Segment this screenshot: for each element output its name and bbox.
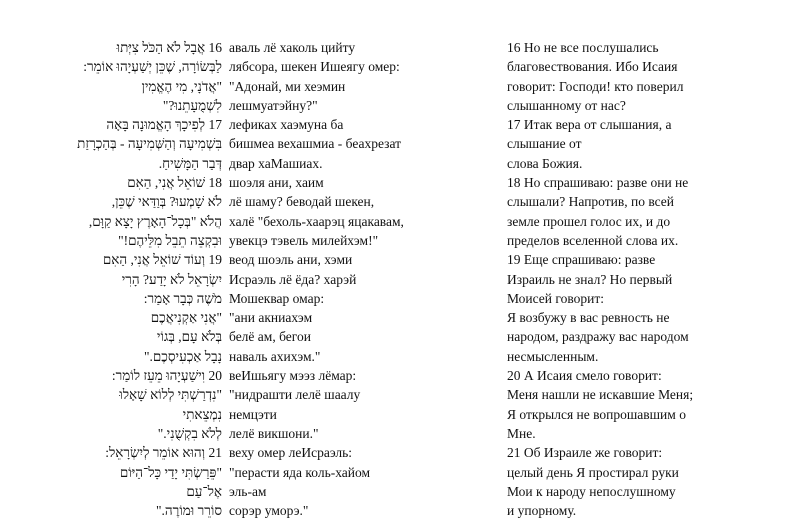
russian-line: пределов вселенной слова их.	[507, 232, 679, 248]
transliteration-line: эль-ам	[229, 483, 267, 499]
hebrew-line: נָבָל אַכְעִיסְכֶם."	[143, 348, 222, 364]
hebrew-column	[40, 38, 222, 520]
transliteration-line: "нидрашти лелё шаалу	[229, 387, 361, 403]
russian-line: благовествования. Ибо Исаия	[507, 59, 678, 75]
hebrew-line: "פֵּרַשְׂתִּי יָדַי כָּל־הַיּוֹם	[119, 464, 222, 480]
russian-line: 21 Об Израиле же говорит:	[507, 445, 663, 461]
russian-line: Я открылся не вопрошавшим о	[507, 406, 686, 422]
transliteration-line: Мошеквар омар:	[229, 290, 325, 306]
russian-line: 17 Итак вера от слышания, а	[507, 117, 672, 133]
hebrew-line: לַבְּשׂוֹרָה, שֶׁכֵּן יְשַׁעְיָהוּ אוֹמֵר:	[83, 59, 222, 75]
hebrew-line: דְּבַר הַמָּשִׁיחַ.	[158, 155, 222, 171]
hebrew-line: "אֲדֹנָי, מִי הֶאֱמִין	[141, 78, 222, 94]
transliteration-line: лябсора, шекен Ишеягу омер:	[229, 59, 400, 75]
russian-line: Моисей говорит:	[507, 290, 604, 306]
russian-line: слышание от	[507, 136, 582, 152]
transliteration-line: аваль лё хаколь цийту	[229, 40, 356, 55]
hebrew-line: סוֹרֵר וּמוֹרֶה."	[156, 503, 222, 519]
transliteration-line: "Адонай, ми хеэмин	[229, 78, 346, 94]
russian-line: Израиль не знал? Но первый	[507, 271, 673, 287]
russian-line: Мои к народу непослушному	[507, 483, 676, 499]
transliteration-line: лелё викшони."	[229, 425, 319, 441]
transliteration-line: халё "бехоль-хаарэц яцакавам,	[229, 213, 404, 229]
russian-line: и упорному.	[507, 503, 577, 519]
transliteration-line: веИшьягу мээз лёмар:	[229, 368, 357, 384]
russian-column	[507, 38, 782, 520]
hebrew-line: יִשְׂרָאֵל לֹא יָדַע? הָרִי	[121, 271, 222, 287]
transliteration-line: лешмуатэйну?"	[229, 97, 318, 113]
hebrew-line: 19 וְעוֹד שׁוֹאֵל אֲנִי, הַאִם	[102, 252, 222, 268]
hebrew-line: "אֲנִי אַקְנִיאֲכֶם	[150, 310, 222, 326]
transliteration-line: бишмеа вехашмиа - беахрезат	[229, 136, 401, 152]
transliteration-line: "ани акниахэм	[229, 310, 313, 326]
russian-line: говорит: Господи! кто поверил	[507, 78, 684, 94]
russian-line: слова Божия.	[507, 155, 583, 171]
russian-line: несмысленным.	[507, 348, 599, 364]
russian-line: целый день Я простирал руки	[507, 464, 679, 480]
hebrew-line: 21 וְהוּא אוֹמֵר לְיִשְׂרָאֵל:	[105, 445, 222, 461]
hebrew-line: הֲלֹא "בְּכָל־הָאָרֶץ יָצָא קַוָּם,	[88, 213, 222, 229]
transliteration-line: сорэр уморэ."	[229, 503, 309, 519]
hebrew-line: אֶל־עַם	[186, 483, 222, 499]
hebrew-line: 18 שׁוֹאֵל אֲנִי, הַאִם	[127, 175, 222, 191]
hebrew-line: לִשְׁמֻעָתֵנוּ?"	[162, 97, 222, 113]
russian-line: 16 Но не все послушались	[507, 40, 659, 55]
transliteration-line: лефиках хаэмуна ба	[229, 117, 344, 133]
russian-line: Мне.	[507, 425, 536, 441]
transliteration-line: увекцэ тэвель милейхэм!"	[229, 232, 379, 248]
transliteration-line: белё ам, бегои	[229, 329, 311, 345]
hebrew-line: בְּלֹא עָם, בְּגוֹי	[156, 329, 222, 345]
transliteration-line: Исраэль лё ёда? харэй	[229, 271, 357, 287]
transliteration-line: немцэти	[229, 406, 277, 422]
russian-line: Я возбужу в вас ревность не	[507, 310, 670, 326]
transliteration-column	[229, 38, 469, 520]
hebrew-line: 17 לְפִיכָךְ הָאֱמוּנָה בָּאָה	[106, 117, 222, 133]
russian-line: слышанному от нас?	[507, 97, 626, 113]
transliteration-line: лё шаму? беводай шекен,	[229, 194, 375, 210]
hebrew-line: וּבִקְצֵה תֵבֵל מִלֵּיהֶם!"	[118, 232, 222, 248]
transliteration-line: шоэля ани, хаим	[229, 175, 324, 191]
hebrew-line: נִמְצֵאתִי	[182, 406, 222, 422]
russian-line: 18 Но спрашиваю: разве они не	[507, 175, 689, 191]
russian-line: 19 Еще спрашиваю: разве	[507, 252, 656, 268]
hebrew-line: "נִדְרַשְׁתִּי לְלוֹא שָׁאָלוּ	[119, 387, 222, 403]
transliteration-line: веху омер леИсраэль:	[229, 445, 353, 461]
russian-line: народом, раздражу вас народом	[507, 329, 689, 345]
transliteration-line: "перасти яда коль-хайом	[229, 464, 371, 480]
russian-line: 20 А Исаия смело говорит:	[507, 368, 662, 384]
russian-line: Меня нашли не искавшие Меня;	[507, 387, 694, 403]
hebrew-line: לֹא שָׁמְעוּ? בְּוַדַּאי שֶׁכֵּן,	[111, 194, 222, 210]
hebrew-line: 20 וִישַׁעְיָהוּ מֵעֵז לוֹמַר:	[111, 368, 222, 384]
transliteration-line: наваль ахихэм."	[229, 348, 321, 364]
transliteration-line: двар хаМашиах.	[229, 155, 323, 171]
hebrew-line: 16 אֲבָל לֹא הַכֹּל צִיְּתוּ	[116, 40, 222, 55]
russian-line: слышали? Напротив, по всей	[507, 194, 675, 210]
transliteration-line: веод шоэль ани, хэми	[229, 252, 353, 268]
hebrew-line: לְלֹא בִקְשֻׁנִי."	[157, 425, 222, 441]
hebrew-line: בִּשְׁמִיעָה וְהַשְּׁמִיעָה - בְּהַכְרָזַת	[77, 136, 222, 152]
russian-line: земле прошел голос их, и до	[507, 213, 671, 229]
hebrew-line: מֹשֶׁה כְּבָר אָמַר:	[143, 290, 222, 306]
